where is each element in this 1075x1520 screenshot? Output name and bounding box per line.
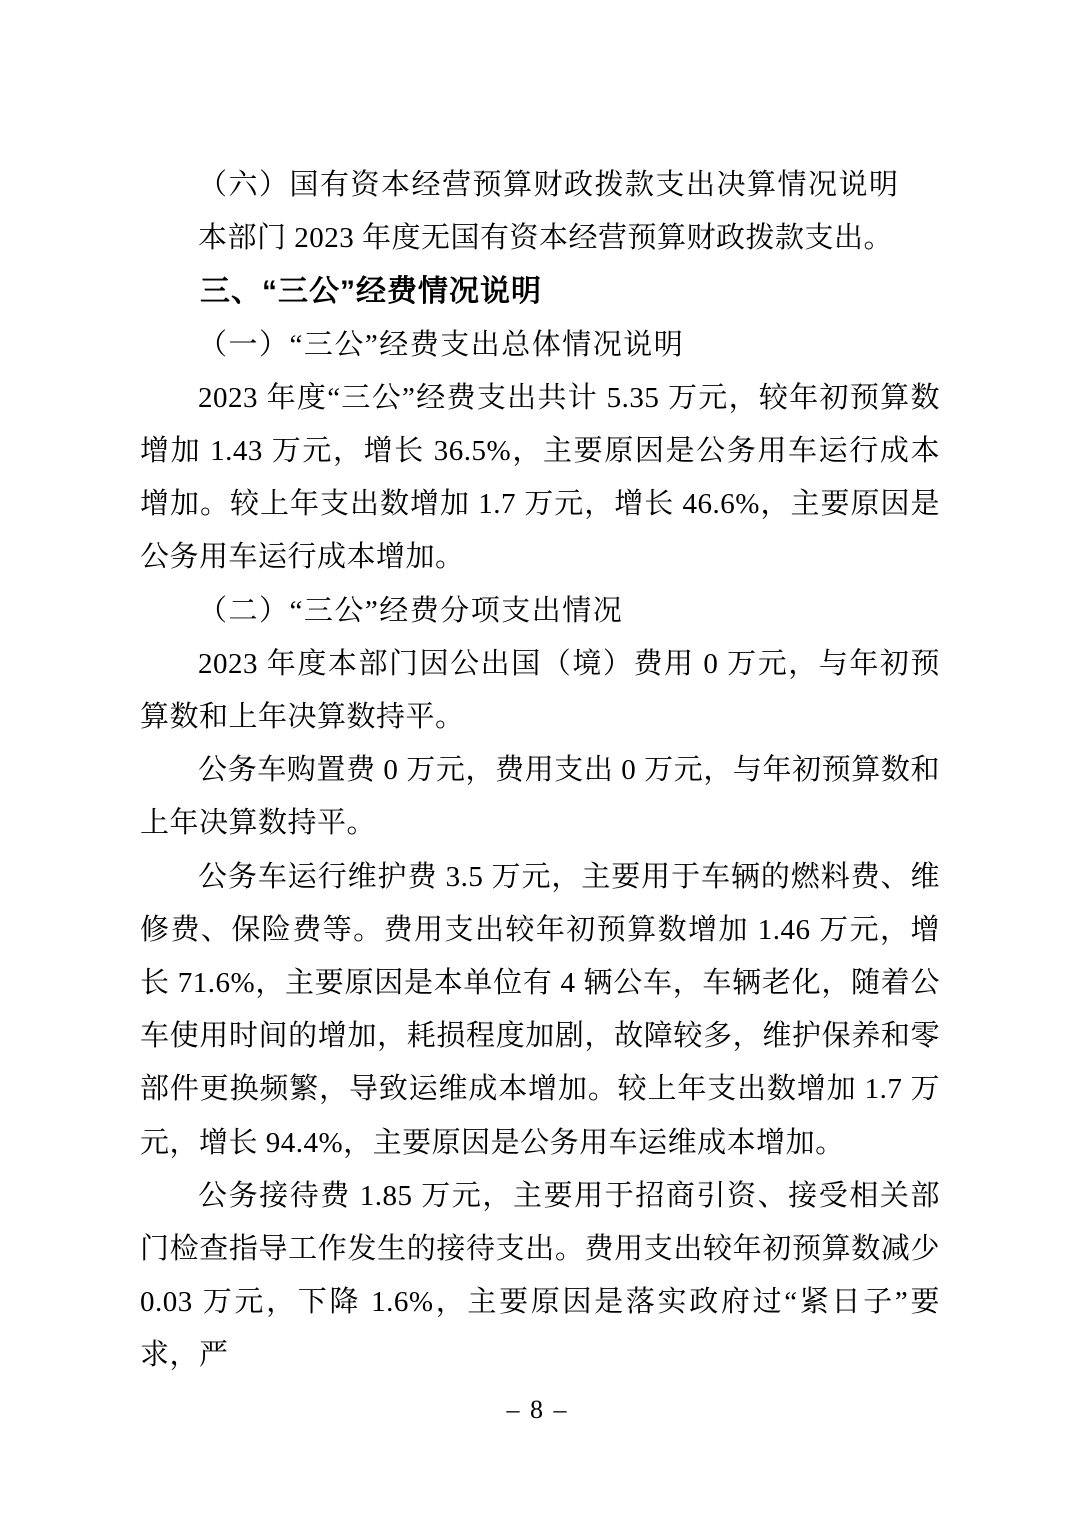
page-number: – 8 –: [506, 1395, 569, 1424]
document-body: [140, 159, 940, 1383]
body-paragraph: 公务车购置费 0 万元，费用支出 0 万元，与年初预算数和上年决算数持平。: [140, 754, 940, 840]
body-paragraph: 2023 年度本部门因公出国（境）费用 0 万元，与年初预算数和上年决算数持平。: [140, 647, 940, 734]
body-paragraph: 2023 年度“三公”经费支出共计 5.35 万元，较年初预算数增加 1.43 万元，增长 36.5%，主要原因是公务用车运行成本增加。较上年支出数增加 1.7 万元，增长 46.6%，主要原因是公务用车运行成本增加。: [140, 381, 940, 574]
chapter-heading-three: 三、“三公”经费情况说明: [200, 275, 542, 309]
body-paragraph: 公务接待费 1.85 万元，主要用于招商引资、接受相关部门检查指导工作发生的接待支出。费用支出较年初预算数减少 0.03 万元，下降 1.6%，主要原因是落实政府过“紧日子”要求，严: [140, 1179, 940, 1372]
body-paragraph: 公务车运行维护费 3.5 万元，主要用于车辆的燃料费、维修费、保险费等。费用支出较年初预算数增加 1.46 万元，增长 71.6%，主要原因是本单位有 4 辆公车，车辆老化，随着公车使用时间的增加，耗损程度加剧，故障较多，维护保养和零部件更换频繁，导致运维成本增加。较上年支出数增加 1.7 万元，增长 94.4%，主要原因是公务用车运维成本增加。: [140, 860, 940, 1159]
section-heading-two: （二）“三公”经费分项支出情况: [198, 594, 624, 627]
section-heading-six: （六）国有资本经营预算财政拨款支出决算情况说明: [198, 169, 900, 201]
body-paragraph: 本部门 2023 年度无国有资本经营预算财政拨款支出。: [198, 222, 894, 255]
section-heading-one: （一）“三公”经费支出总体情况说明: [198, 328, 685, 361]
